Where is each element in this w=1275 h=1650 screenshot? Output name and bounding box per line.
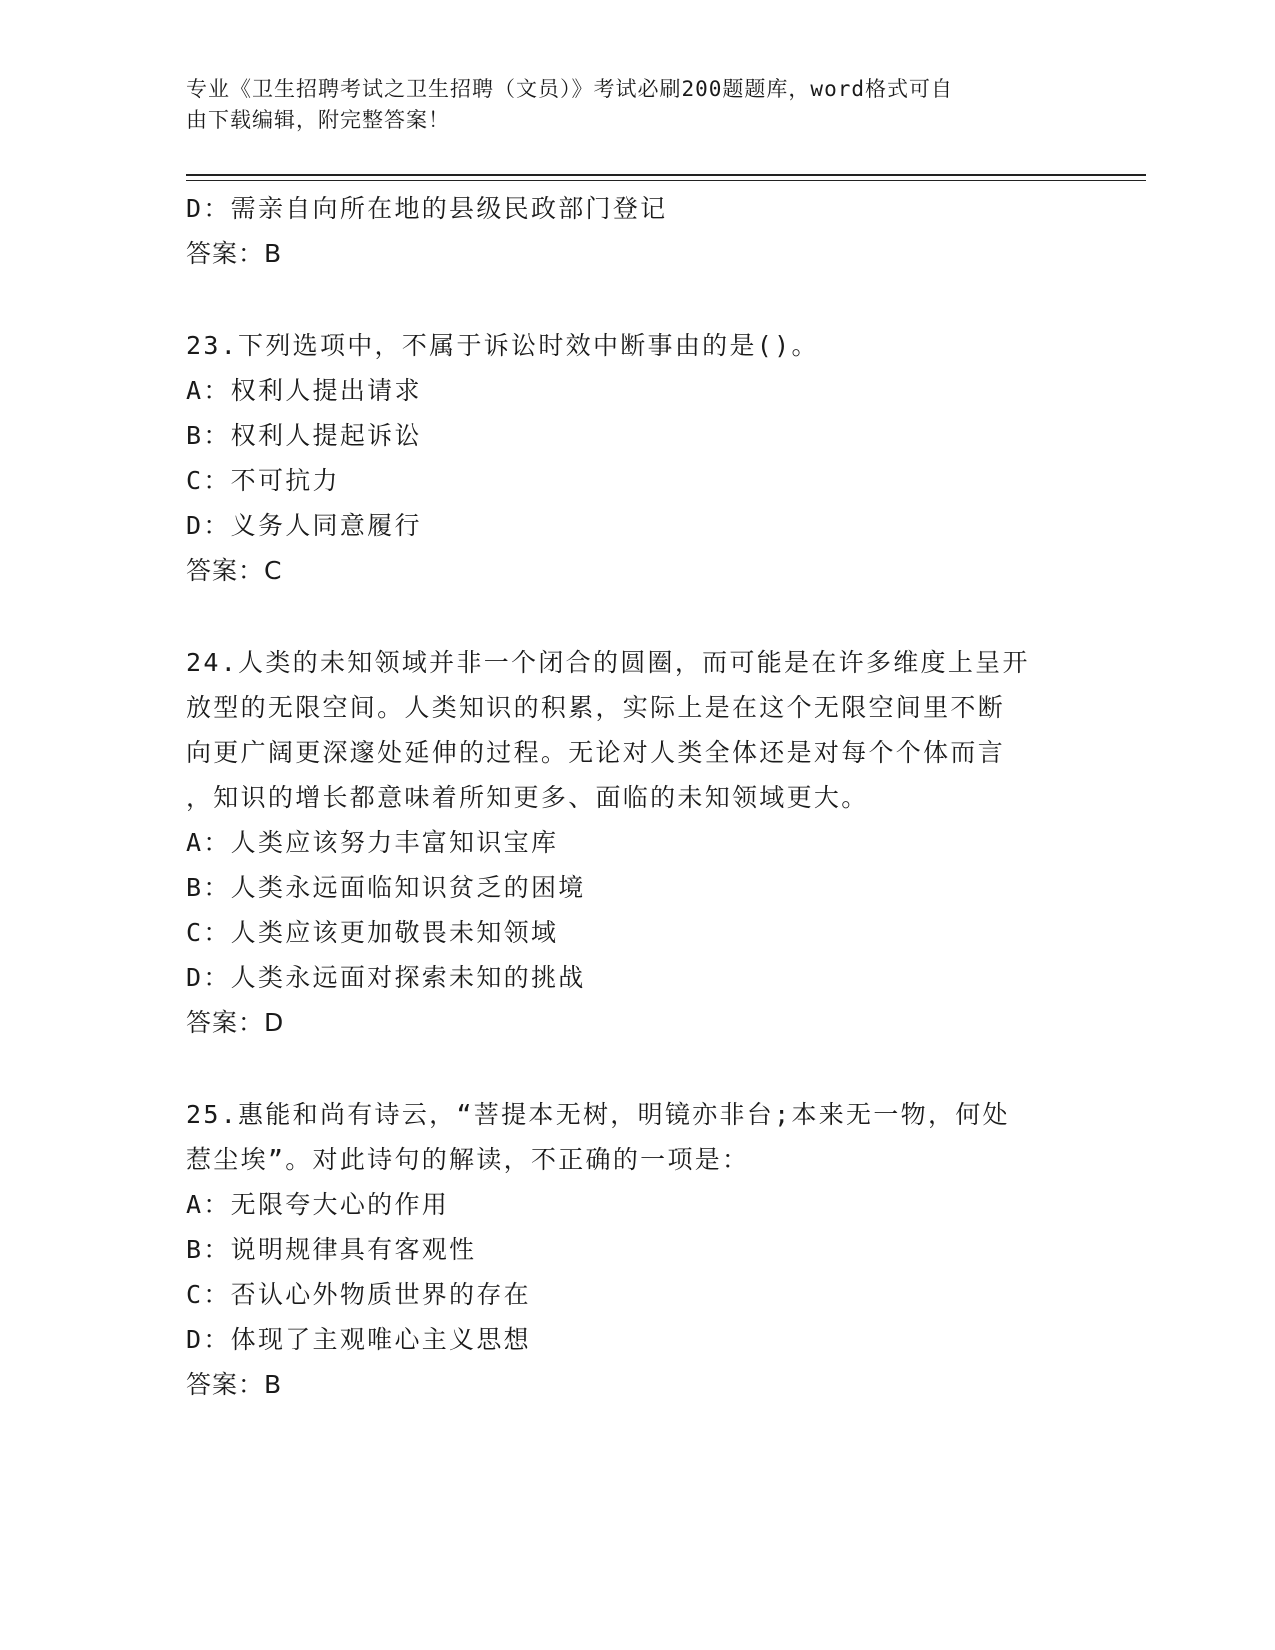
option-a: A：人类应该努力丰富知识宝库 <box>186 828 559 857</box>
question-24 <box>186 640 1086 1045</box>
question-stem-line: 向更广阔更深邃处延伸的过程。无论对人类全体还是对每个个体而言 <box>186 738 1006 767</box>
header-line-2: 由下载编辑，附完整答案！ <box>186 108 450 132</box>
question-stem-line: 放型的无限空间。人类知识的积累，实际上是在这个无限空间里不断 <box>186 693 1006 722</box>
question-stem: 23.下列选项中，不属于诉讼时效中断事由的是()。 <box>186 331 819 360</box>
option-b: B：权利人提起诉讼 <box>186 421 422 450</box>
option-b: B：人类永远面临知识贫乏的困境 <box>186 873 586 902</box>
question-22-tail <box>186 186 1086 276</box>
header-divider-thick <box>186 174 1146 176</box>
question-25 <box>186 1092 1086 1407</box>
question-stem-line: 24.人类的未知领域并非一个闭合的圆圈，而可能是在许多维度上呈开 <box>186 648 1030 677</box>
option-c: C：人类应该更加敬畏未知领域 <box>186 918 559 947</box>
answer: 答案：B <box>186 1370 283 1399</box>
answer: 答案：C <box>186 556 283 585</box>
option-c: C：不可抗力 <box>186 466 340 495</box>
option-d: D：义务人同意履行 <box>186 511 422 540</box>
header-line-1: 专业《卫生招聘考试之卫生招聘（文员）》考试必刷200题题库，word格式可自 <box>186 77 953 101</box>
page-header <box>186 74 1066 136</box>
question-stem-line: ，知识的增长都意味着所知更多、面临的未知领域更大。 <box>186 783 869 812</box>
answer: 答案：D <box>186 1008 285 1037</box>
option-a: A：权利人提出请求 <box>186 376 422 405</box>
spacer <box>186 593 1086 640</box>
question-23 <box>186 323 1086 593</box>
spacer <box>186 1045 1086 1092</box>
question-stem-line: 25.惠能和尚有诗云，“菩提本无树，明镜亦非台;本来无一物，何处 <box>186 1100 1010 1129</box>
spacer <box>186 276 1086 323</box>
answer: 答案：B <box>186 239 283 268</box>
option-a: A：无限夸大心的作用 <box>186 1190 450 1219</box>
option-d: D：需亲自向所在地的县级民政部门登记 <box>186 194 668 223</box>
option-b: B：说明规律具有客观性 <box>186 1235 477 1264</box>
question-list <box>186 186 1086 1407</box>
option-d: D：体现了主观唯心主义思想 <box>186 1325 531 1354</box>
option-d: D：人类永远面对探索未知的挑战 <box>186 963 586 992</box>
option-c: C：否认心外物质世界的存在 <box>186 1280 531 1309</box>
header-divider-thin <box>186 180 1146 181</box>
question-stem-line: 惹尘埃”。对此诗句的解读，不正确的一项是： <box>186 1145 750 1174</box>
